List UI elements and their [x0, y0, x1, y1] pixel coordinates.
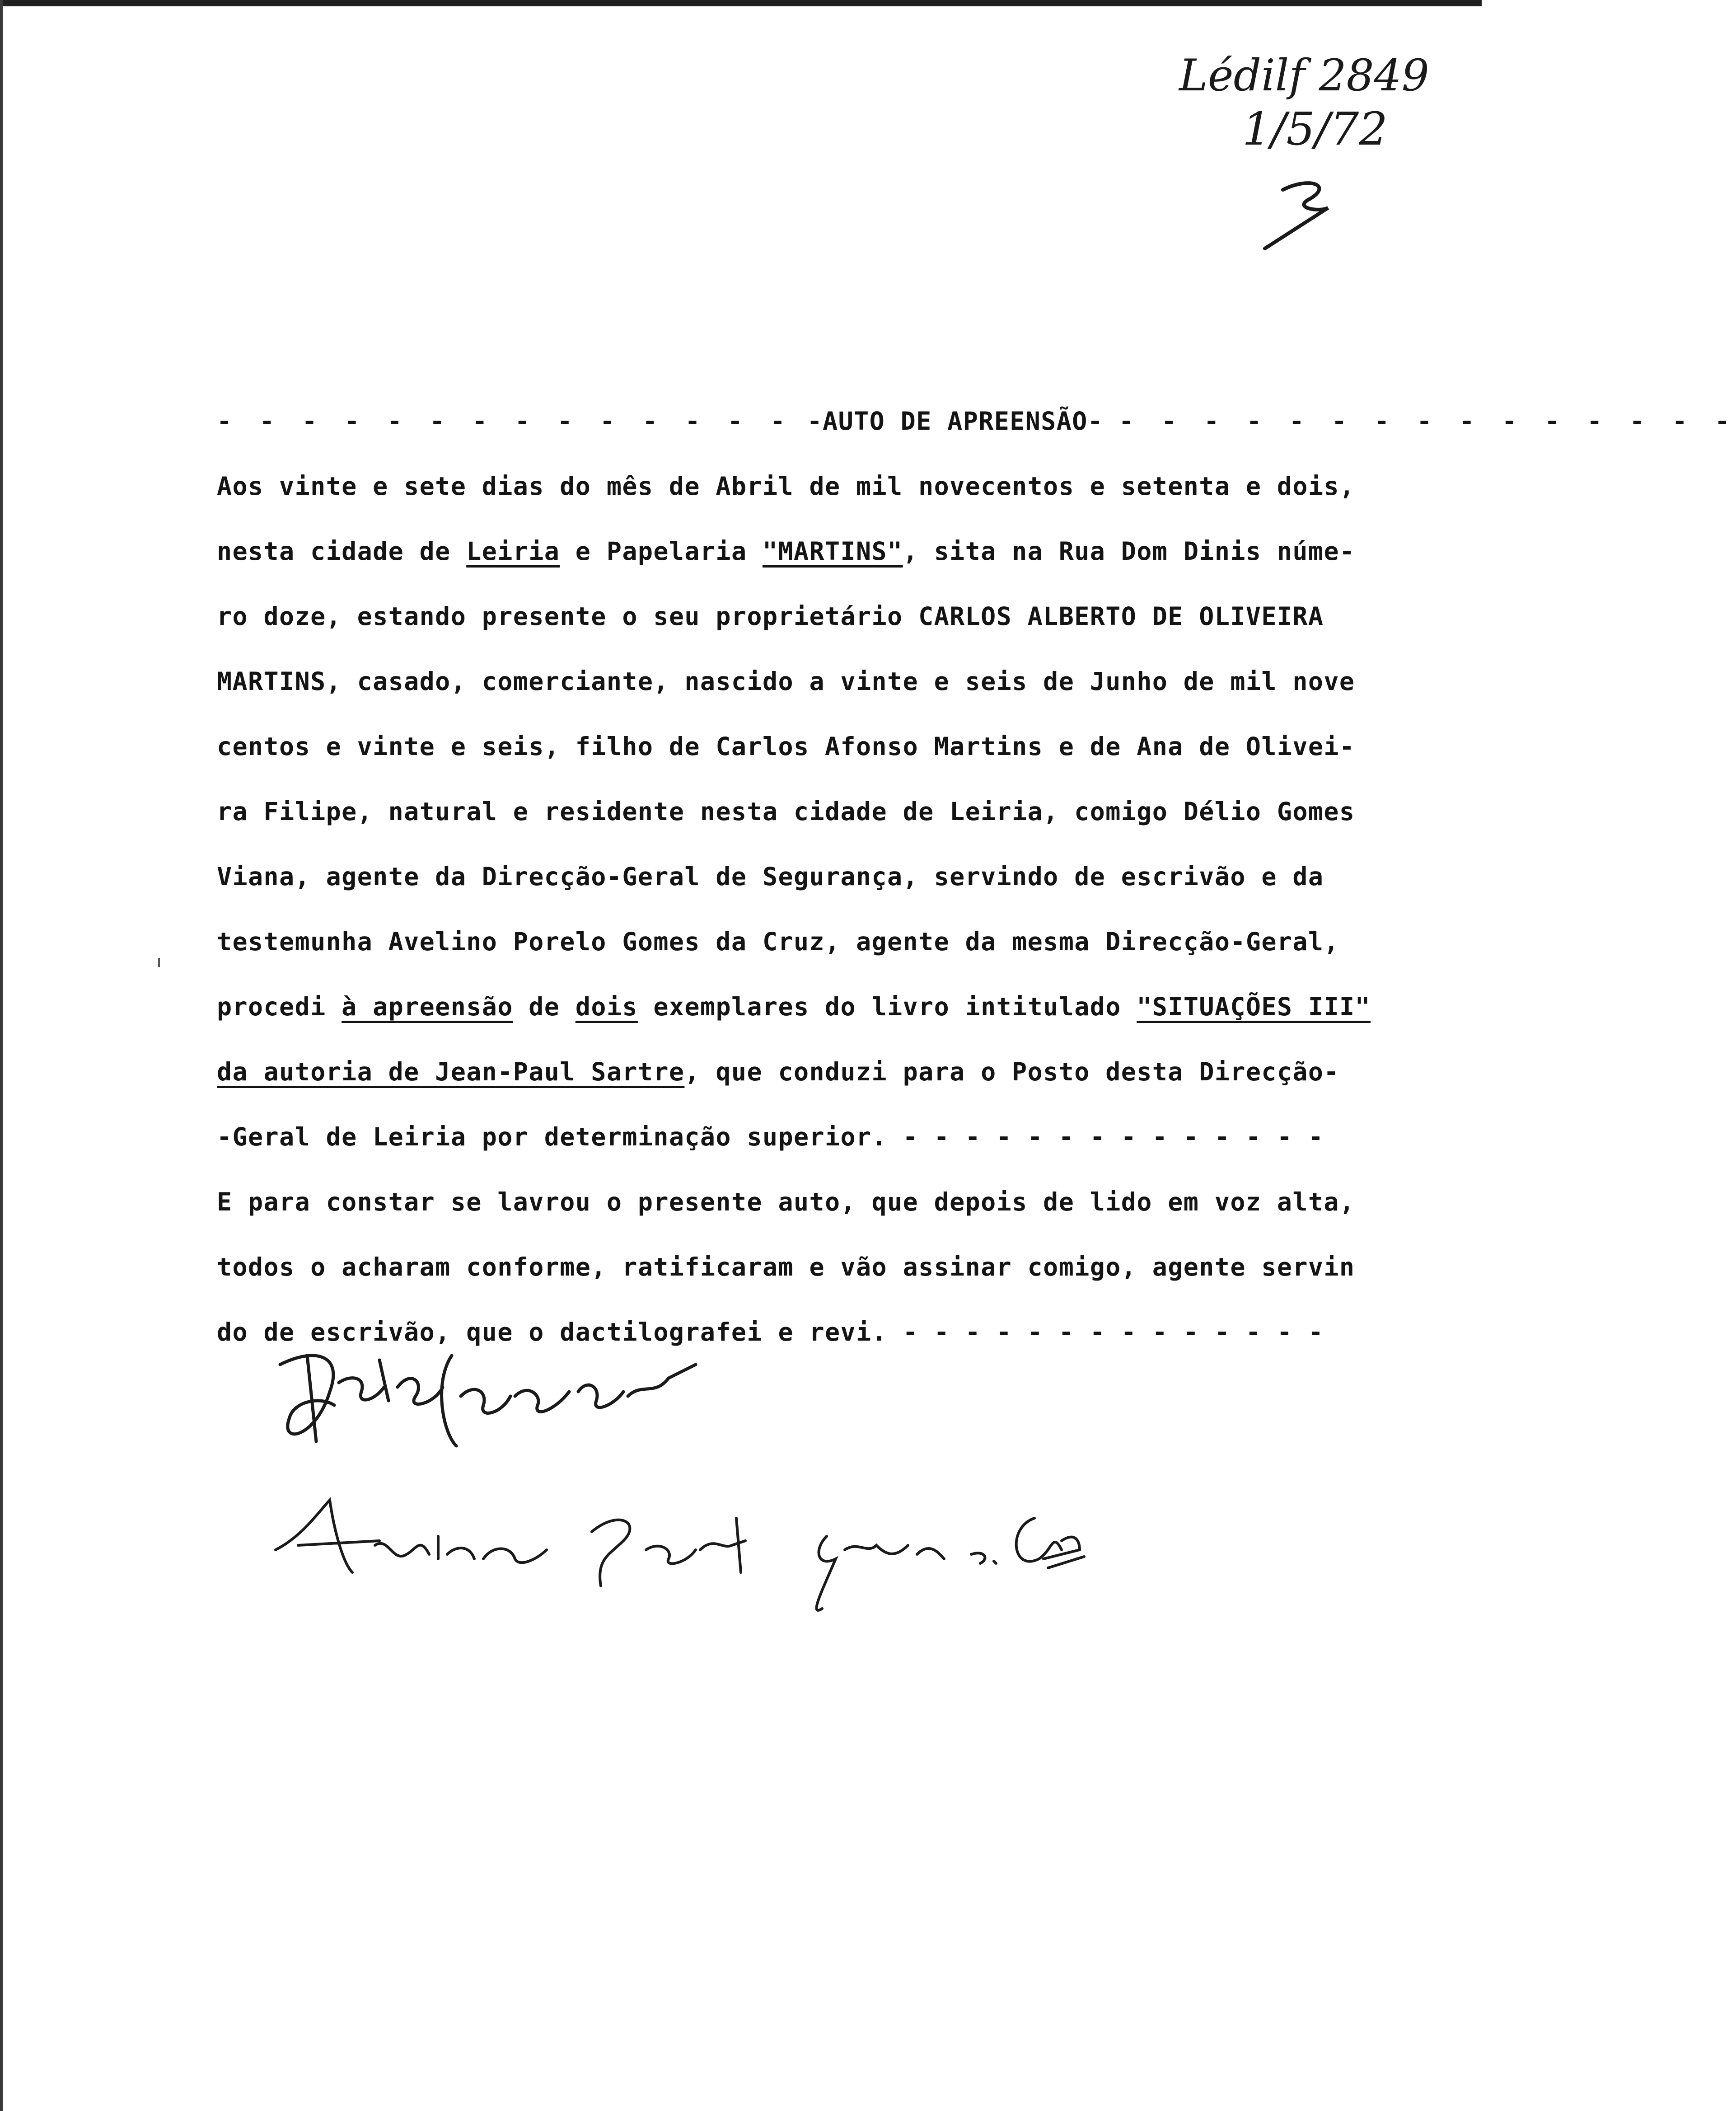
- line-text: e Papelaria: [560, 537, 763, 566]
- line-text: E para constar se lavrou o presente auto, que depois de lido em voz alta,: [217, 1187, 1355, 1216]
- annotation-date: 1/5/72: [1242, 103, 1388, 155]
- line-text: Aos vinte e sete dias do mês de Abril de mil novecentos e setenta e dois,: [217, 472, 1355, 501]
- line-text: procedi: [217, 992, 342, 1021]
- document-heading: [217, 389, 1736, 454]
- line-text: testemunha Avelino Porelo Gomes da Cruz, agente da mesma Direcção-Geral,: [217, 927, 1339, 956]
- body-line: [217, 909, 1427, 974]
- body-line: [217, 1169, 1427, 1234]
- body-line: [217, 714, 1427, 779]
- body-line: [217, 1104, 1427, 1169]
- underlined-text: dois: [575, 992, 638, 1021]
- line-text: -Geral de Leiria por determinação superior. - - - - - - - - - - - - - -: [217, 1122, 1324, 1151]
- body-line: [217, 974, 1427, 1039]
- body-lines: [217, 454, 1427, 1365]
- underlined-text: à apreensão: [342, 992, 513, 1021]
- scan-left-edge: [0, 0, 3, 2111]
- signature-avelino-porelo: [267, 1482, 1089, 1618]
- scan-top-edge: [0, 0, 1482, 6]
- line-text: ra Filipe, natural e residente nesta cidade de Leiria, comigo Délio Gomes: [217, 797, 1355, 826]
- heading-dashes-left: - - - - - - - - - - - - - -: [217, 407, 792, 436]
- annotation-initial-mark: [1265, 183, 1328, 249]
- line-text: centos e vinte e seis, filho de Carlos Afonso Martins e de Ana de Olivei-: [217, 732, 1355, 761]
- heading-dashes-right: - - - - - - - - - - - - - - -: [1118, 407, 1736, 436]
- body-line: [217, 844, 1427, 909]
- body-line: [217, 779, 1427, 844]
- line-text: do de escrivão, que o dactilografei e revi. - - - - - - - - - - - - - -: [217, 1318, 1324, 1346]
- signature-delio-gomes-viana: [262, 1328, 714, 1464]
- line-text: , sita na Rua Dom Dinis núme-: [903, 537, 1355, 566]
- underlined-text: Leiria: [466, 537, 560, 566]
- underlined-text: "MARTINS": [762, 537, 903, 566]
- line-text: ro doze, estando presente o seu proprietário CARLOS ALBERTO DE OLIVEIRA: [217, 602, 1324, 631]
- line-text: Viana, agente da Direcção-Geral de Segurança, servindo de escrivão e da: [217, 862, 1324, 891]
- body-line: [217, 1039, 1427, 1104]
- line-text: exemplares do livro intitulado: [637, 992, 1137, 1021]
- line-text: todos o acharam conforme, ratificaram e vão assinar comigo, agente servin: [217, 1253, 1355, 1281]
- body-line: [217, 584, 1427, 649]
- body-line: [217, 1234, 1427, 1299]
- line-text: MARTINS, casado, comerciante, nascido a vinte e seis de Junho de mil nove: [217, 667, 1355, 696]
- scan-speck: [158, 958, 160, 967]
- typewritten-body: [217, 389, 1736, 1365]
- body-line: [217, 454, 1427, 519]
- line-text: de: [513, 992, 576, 1021]
- underlined-text: "SITUAÇÕES III": [1137, 992, 1371, 1021]
- handwritten-annotation: [1174, 41, 1464, 258]
- body-line: [217, 519, 1427, 584]
- annotation-reference: Lédilf 2849: [1179, 50, 1429, 101]
- body-line: [217, 649, 1427, 714]
- line-text: nesta cidade de: [217, 537, 467, 566]
- underlined-text: da autoria de Jean-Paul Sartre: [217, 1057, 685, 1086]
- document-title: -AUTO DE APREENSÃO-: [807, 407, 1104, 436]
- line-text: , que conduzi para o Posto desta Direcção-: [684, 1057, 1339, 1086]
